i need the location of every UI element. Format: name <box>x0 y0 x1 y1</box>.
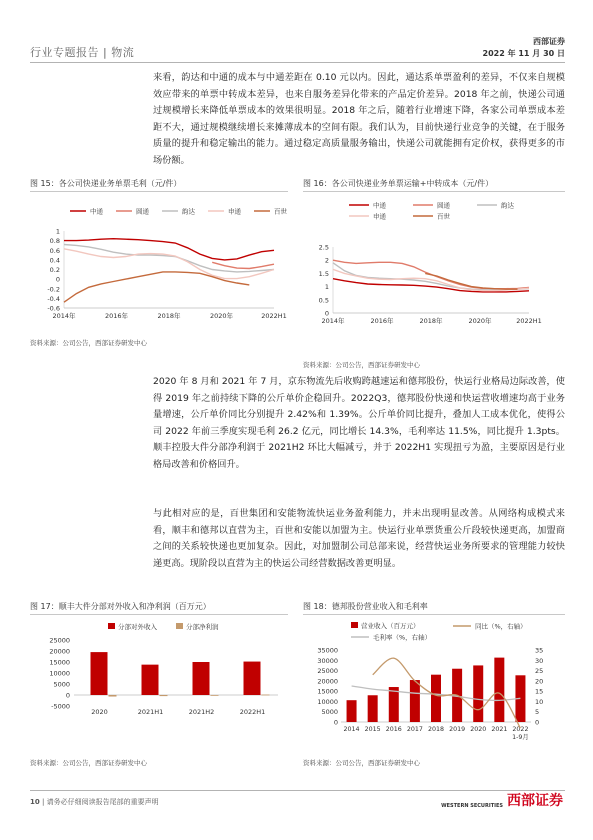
legend-label: 营业收入（百万元） <box>361 622 420 630</box>
y-tick-label: 25000 <box>49 636 70 645</box>
x-tick-label: 2020 <box>470 726 487 733</box>
figure-16-rule <box>303 191 565 192</box>
figure-17-source: 资料来源：公司公告，西部证券研发中心 <box>30 759 147 767</box>
y-tick-label: 10000 <box>317 697 338 706</box>
legend-label: 同比（%，右轴） <box>475 622 527 631</box>
y-tick-label: -0.6 <box>47 304 60 313</box>
figure-17-title: 图 17：顺丰大件分部对外收入和净利润（百万元） <box>30 602 211 611</box>
y-tick-label: -5000 <box>51 702 70 711</box>
y-tick-label: 0 <box>324 309 329 318</box>
y-tick-label: 0.8 <box>49 237 60 246</box>
y-tick-label: 20000 <box>317 677 338 686</box>
bar <box>160 695 168 696</box>
bar <box>142 665 159 695</box>
legend-label: 申通 <box>373 212 386 221</box>
y2-tick-label: 15 <box>535 687 544 696</box>
bar <box>473 665 483 722</box>
footer-note: 10 | 请务必仔细阅读报告尾部的重要声明 <box>30 798 159 806</box>
bar <box>262 695 270 696</box>
y2-tick-label: 10 <box>535 697 544 706</box>
bar <box>211 695 219 696</box>
x-tick-label: 2022 <box>512 726 529 733</box>
figure-15-source: 资料来源：公司公告，西部证券研发中心 <box>30 339 147 347</box>
bar <box>91 652 108 695</box>
figure-18-rule <box>303 614 565 615</box>
x-tick-label: 2022H1 <box>516 317 542 325</box>
series-line <box>212 262 274 268</box>
y-tick-label: 0.6 <box>49 246 60 255</box>
x-tick-label: 2021H1 <box>137 708 164 716</box>
series-line <box>333 263 529 290</box>
figure-17-rule <box>30 614 288 615</box>
bar <box>431 675 441 722</box>
y-tick-label: 5000 <box>321 708 338 717</box>
y-tick-label: 15000 <box>317 687 338 696</box>
y-tick-label: 1 <box>324 283 329 292</box>
y2-tick-label: 0 <box>535 718 540 727</box>
x-tick-label: 2022H1 <box>261 312 287 320</box>
y-tick-label: -0.4 <box>47 294 60 303</box>
series-line <box>64 239 274 260</box>
y-tick-label: 25000 <box>317 667 338 676</box>
x-tick-label: 2016 <box>385 726 402 733</box>
figure-18-title: 图 18：德邦股份营业收入和毛利率 <box>303 602 428 611</box>
y-tick-label: 35000 <box>317 646 338 655</box>
y-tick-label: 0.4 <box>49 256 60 265</box>
x-tick-label: 2022H1 <box>239 708 266 716</box>
figure-15-chart <box>30 195 290 330</box>
x-tick-label: 2015 <box>364 726 381 733</box>
series-line <box>64 249 274 279</box>
y2-tick-label: 35 <box>535 646 544 655</box>
header-logo: 西部证券 <box>533 37 565 46</box>
legend-label: 分部对外收入 <box>118 623 157 631</box>
y-tick-label: 15000 <box>49 658 70 667</box>
report-date: 2022 年 11 月 30 日 <box>482 49 565 58</box>
legend-swatch <box>176 623 183 629</box>
y-tick-label: 0 <box>65 691 70 700</box>
series-line <box>64 272 249 302</box>
report-section: 行业专题报告 | 物流 <box>30 46 135 59</box>
footer-logo-en: WESTERN SECURITIES <box>441 803 503 809</box>
bar <box>494 658 504 722</box>
figure-18-source: 资料来源：公司公告，西部证券研发中心 <box>303 759 420 767</box>
y-tick-label: 1.5 <box>318 269 329 278</box>
x-tick-label: 2021H2 <box>188 708 215 716</box>
y-tick-label: 10000 <box>49 669 70 678</box>
legend-label: 毛利率（%，右轴） <box>373 633 432 642</box>
figure-16-source: 资料来源：公司公告，西部证券研发中心 <box>303 361 420 369</box>
legend-label: 百世 <box>274 207 287 216</box>
legend-label: 分部净利润 <box>186 623 219 631</box>
x-tick-label: 2014 <box>343 726 360 733</box>
footer-disclaimer: 请务必仔细阅读报告尾部的重要声明 <box>46 798 159 806</box>
legend-label: 韵达 <box>182 207 195 216</box>
y-tick-label: 1 <box>55 227 60 236</box>
y-tick-label: 0.2 <box>49 266 60 274</box>
y2-tick-label: 20 <box>535 677 544 686</box>
bar <box>410 680 420 722</box>
footer-logo: 西部证券 <box>507 793 563 809</box>
x-tick-label: 2020年 <box>209 312 234 320</box>
x-tick-label: 2018年 <box>419 317 443 325</box>
y-tick-label: 30000 <box>317 656 338 665</box>
y-tick-label: 2 <box>324 256 329 265</box>
figure-16-title: 图 16：各公司快递业务单票运输+中转成本（元/件） <box>303 179 494 188</box>
legend-label: 圆通 <box>437 201 450 210</box>
y-tick-label: 5000 <box>53 680 70 689</box>
bar <box>389 687 399 722</box>
legend-label: 中通 <box>373 201 386 210</box>
figure-15-rule <box>30 191 288 192</box>
bar <box>244 662 261 695</box>
x-tick-label: 2020 <box>91 708 108 716</box>
legend-swatch <box>108 623 115 629</box>
legend-label: 百世 <box>437 212 450 221</box>
figure-18-chart <box>303 616 565 748</box>
x-tick-label: 1-9月 <box>512 734 529 741</box>
x-tick-label: 2014年 <box>52 312 76 320</box>
header-divider <box>30 62 565 63</box>
x-tick-label: 2017 <box>406 726 423 733</box>
y-tick-label: 20000 <box>49 647 70 656</box>
x-tick-label: 2016年 <box>370 317 394 325</box>
x-tick-label: 2019 <box>449 726 466 733</box>
x-tick-label: 2020年 <box>468 317 492 325</box>
bar <box>347 700 357 722</box>
y2-tick-label: 30 <box>535 656 544 665</box>
x-tick-label: 2016年 <box>104 312 129 320</box>
x-tick-label: 2018年 <box>157 312 181 320</box>
figure-17-chart <box>30 618 290 726</box>
y-tick-label: 2.5 <box>318 243 329 252</box>
paragraph-2: 2020 年 8 月和 2021 年 7 月，京东物流先后收购跨越速运和德邦股份，快运行业格局边际改善，使得 2019 年之前持续下降的公斤单价企稳回升。2022Q3，德邦股份快递和快运营收增速均高于业务量增速，公斤单价同比分别提升 2.42%和 1.39%。公斤单价同比提升，叠加人工成本优化，使得公司 2022 年前三季度实现毛利 26.2 亿元，同比增长 14.3%，毛利率达 11.5%，同比提升 1.3pts。顺丰控股大件分部净利润于 2021H2 环比大幅减亏，并于 2022H1 实现扭亏为盈，主要原因是行业格局改善和价格回升。 <box>153 376 565 470</box>
bar <box>109 695 117 697</box>
x-tick-label: 2014年 <box>321 317 345 325</box>
legend-label: 申通 <box>228 207 241 216</box>
footer-divider <box>30 790 565 791</box>
page-number: 10 <box>30 798 40 806</box>
paragraph-1: 来看，韵达和中通的成本与中通差距在 0.10 元以内。因此，通达系单票盈利的差异，不仅来自规模效应带来的单票中转成本差异，也来自服务差异化带来的产品定价差异。2018 年之前，快递公司通过规模增长来降低单票成本的效果很明显。2018 年之后，随着行业增速下降，各家公司单票成本差距不大，通过规模继续增长来摊薄成本的空间有限。我们认为，目前快递行业竞争的关键，在于服务质量的提升和稳定输出的能力。通过稳定高质量服务输出，快递公司就能拥有定价权，获得更多的市场份额。 <box>153 72 565 166</box>
legend-label: 圆通 <box>136 207 149 216</box>
y2-tick-label: 5 <box>535 708 540 717</box>
x-tick-label: 2021 <box>491 726 508 733</box>
y-tick-label: -0.2 <box>47 285 60 294</box>
legend-label: 韵达 <box>501 201 514 210</box>
y-tick-label: 0 <box>55 275 60 284</box>
bar <box>368 695 378 722</box>
y-tick-label: 0.5 <box>318 296 329 305</box>
x-tick-label: 2018 <box>427 726 445 733</box>
legend-swatch <box>351 622 358 628</box>
series-line <box>333 269 529 290</box>
figure-15-title: 图 15：各公司快递业务单票毛利（元/件） <box>30 179 182 188</box>
figure-16-chart <box>303 195 565 330</box>
paragraph-3: 与此相对应的是，百世集团和安能物流快运业务盈利能力，并未出现明显改善。从网络构成模式来看，顺丰和德邦以直营为主，百世和安能以加盟为主。快运行业单票货重公斤段较快递更高，加盟商之间的关系较快递也更加复杂。因此，对加盟制公司总部来说，经营快运业务所要求的管理能力较快递更高。现阶段以直营为主的快运公司经营数据改善更明显。 <box>153 508 565 569</box>
y2-tick-label: 25 <box>535 667 544 676</box>
y-tick-label: 0 <box>333 718 338 727</box>
bar <box>193 662 210 695</box>
legend-label: 中通 <box>90 207 103 216</box>
